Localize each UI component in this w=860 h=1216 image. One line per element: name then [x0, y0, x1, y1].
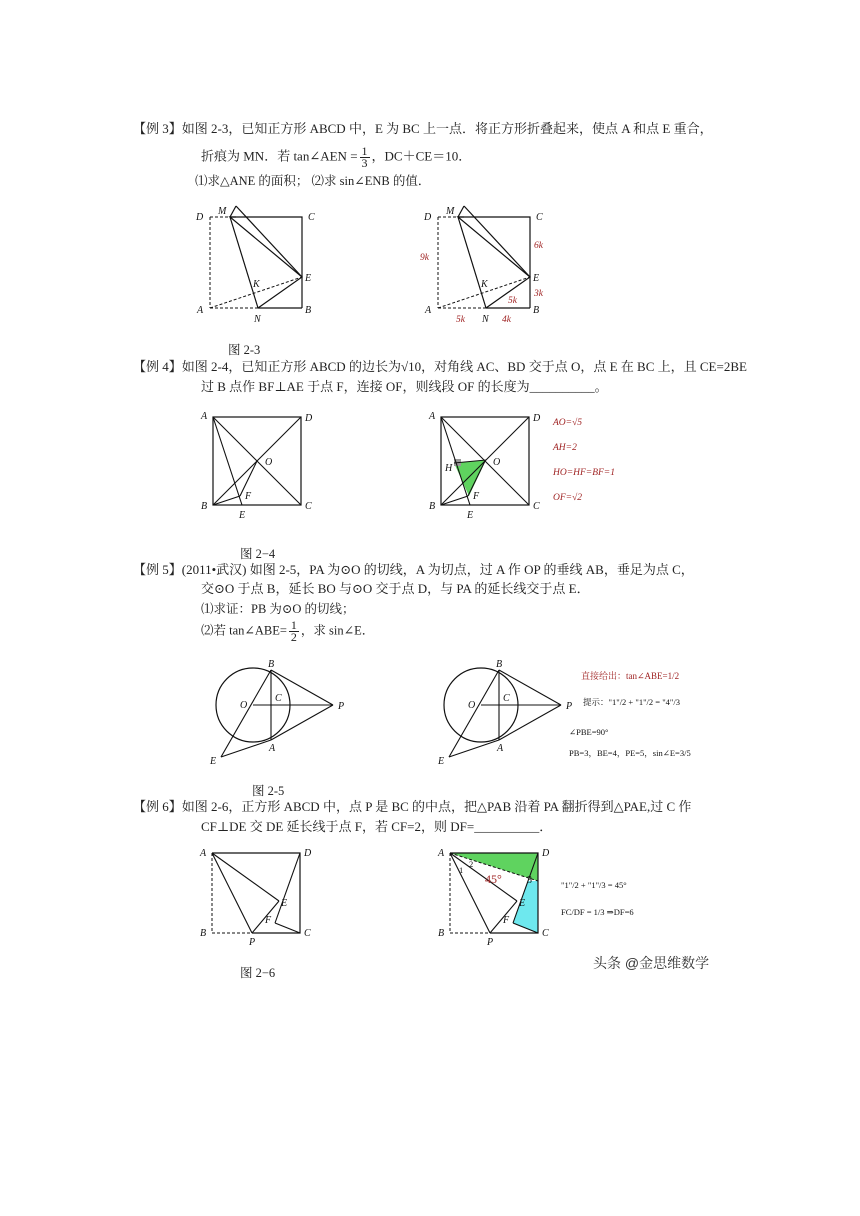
ex6-line2: CF⊥DE 交 DE 延长线于点 F，若 CF=2，则 DF=__________．: [201, 819, 553, 834]
ex6-l-label-C: C: [304, 928, 311, 939]
ex4-line1: 【例 4】如图 2-4，已知正方形 ABCD 的边长为√10，对角线 AC、BD 交于点 O，点 E 在 BC 上，且 CE=2BE: [133, 359, 747, 374]
ex5-hint-angle: ∠PBE=90°: [569, 727, 609, 737]
ex3-frac-num: 1: [361, 144, 368, 158]
ex3-r-label-K: K: [481, 279, 488, 290]
ex6-r-num-2: 2: [469, 859, 474, 869]
ex6-l-label-A: A: [200, 848, 207, 859]
ex3-l-label-C: C: [308, 212, 315, 223]
ex3-r-label-C: C: [536, 212, 543, 223]
ex3-r-note-5k-bottom: 5k: [456, 315, 465, 325]
ex3-frac-den: 3: [361, 156, 368, 170]
ex3-r-note-3k: 3k: [534, 289, 543, 299]
ex3-line1: 【例 3】如图 2-3，已知正方形 ABCD 中，E 为 BC 上一点．将正方形折叠起来，使点 A 和点 E 重合，: [133, 121, 713, 136]
ex5-hint-result: PB=3，BE=4，PE=5，sin∠E=3/5: [569, 748, 691, 758]
ex4-caption: 图 2−4: [240, 547, 276, 561]
ex3-line2: [201, 146, 471, 169]
ex6-l-label-E: E: [281, 898, 288, 909]
ex3-l-label-M: M: [218, 206, 227, 217]
ex5-l-label-C: C: [275, 693, 282, 704]
ex6-r-label-D: D: [542, 848, 550, 859]
ex4-note-HO: HO=HF=BF=1: [553, 468, 615, 478]
ex6-r-label-F: F: [503, 915, 510, 926]
ex5-l-label-E: E: [210, 756, 217, 767]
ex3-line3: ⑴求△ANE 的面积； ⑵求 sin∠ENB 的值．: [195, 174, 431, 188]
ex5-hint-tip: 提示："1"/2 + "1"/2 = "4"/3: [583, 697, 680, 707]
ex5-l-label-B: B: [268, 659, 275, 670]
ex6-figure-right: [433, 843, 633, 948]
ex4-r-label-D: D: [533, 413, 541, 424]
ex3-r-label-D: D: [424, 212, 432, 223]
ex5-figure-left: [205, 655, 355, 770]
ex4-note-AO: AO=√5: [553, 418, 583, 428]
ex4-r-label-H: H: [445, 463, 453, 474]
ex5-line4-post: ，求 sin∠E．: [300, 623, 375, 638]
ex3-figure-left: [190, 200, 320, 330]
ex5-r-label-E: E: [438, 756, 445, 767]
ex6-l-label-B: B: [200, 928, 207, 939]
ex6-r-num-3: 3: [527, 875, 532, 886]
ex6-l-label-F: F: [265, 915, 272, 926]
ex5-line3: ⑴求证：PB 为⊙O 的切线；: [201, 602, 355, 616]
ex6-r-label-E: E: [519, 898, 526, 909]
ex5-l-label-P: P: [338, 701, 345, 712]
ex6-r-angle-45: 45°: [485, 872, 502, 886]
ex5-r-label-A: A: [497, 743, 504, 754]
ex4-l-label-B: B: [201, 501, 208, 512]
ex4-r-label-F: F: [473, 491, 480, 502]
ex3-l-label-D: D: [196, 212, 204, 223]
ex3-figure-right: [418, 200, 558, 330]
ex5-figure-right: [433, 655, 733, 770]
ex5-r-label-P: P: [566, 701, 573, 712]
ex4-r-label-E: E: [467, 510, 474, 521]
ex6-caption: 图 2−6: [240, 966, 276, 980]
ex6-hint-sum: "1"/2 + "1"/3 = 45°: [561, 880, 627, 890]
ex3-r-note-4k: 4k: [502, 315, 511, 325]
ex5-hint-direct: 直接给出：tan∠ABE=1/2: [581, 671, 680, 681]
ex6-l-label-D: D: [304, 848, 312, 859]
ex5-line1: 【例 5】(2011•武汉) 如图 2-5，PA 为⊙O 的切线，A 为切点，过 A 作 OP 的垂线 AB，垂足为点 C，: [133, 562, 694, 577]
ex3-r-note-9k: 9k: [420, 253, 429, 263]
ex4-l-label-A: A: [201, 411, 208, 422]
ex3-r-label-M: M: [446, 206, 455, 217]
ex6-r-label-A: A: [438, 848, 445, 859]
ex5-line2: 交⊙O 于点 B，延长 BO 与⊙O 交于点 D，与 PA 的延长线交于点 E．: [201, 581, 590, 596]
ex5-fraction: [289, 620, 299, 643]
ex4-l-label-F: F: [245, 491, 252, 502]
ex3-l-label-A: A: [197, 305, 204, 316]
ex6-figure-left: [195, 843, 325, 948]
ex3-r-note-5k-side: 5k: [508, 296, 517, 306]
ex3-l-label-K: K: [253, 279, 260, 290]
ex3-caption: 图 2-3: [228, 343, 261, 357]
ex4-l-label-D: D: [305, 413, 313, 424]
ex5-frac-num: 1: [290, 618, 297, 632]
ex4-l-label-C: C: [305, 501, 312, 512]
ex3-l-label-E: E: [305, 273, 312, 284]
ex5-r-label-B: B: [496, 659, 503, 670]
ex4-figure-left: [195, 405, 325, 520]
ex5-caption: 图 2-5: [252, 784, 285, 798]
ex3-r-label-A: A: [425, 305, 432, 316]
ex5-l-label-O: O: [240, 700, 248, 711]
ex3-r-label-E: E: [533, 273, 540, 284]
ex6-r-num-1: 1: [459, 865, 464, 875]
ex3-line2-post: ，DC＋CE＝10．: [371, 148, 472, 164]
ex4-l-label-E: E: [239, 510, 246, 521]
ex6-r-label-P: P: [487, 937, 494, 948]
ex3-l-label-N: N: [254, 314, 261, 325]
ex6-l-label-P: P: [249, 937, 256, 948]
ex5-frac-den: 2: [290, 630, 297, 644]
ex3-l-label-B: B: [305, 305, 312, 316]
watermark: 头条 @金思维数学: [593, 955, 710, 971]
ex3-r-note-6k: 6k: [534, 241, 543, 251]
ex4-r-label-A: A: [429, 411, 436, 422]
ex6-r-label-B: B: [438, 928, 445, 939]
ex4-note-AH: AH=2: [553, 443, 577, 453]
ex4-line2: 过 B 点作 BF⊥AE 于点 F，连接 OF，则线段 OF 的长度为__________。: [201, 379, 608, 394]
ex5-line4-pre: ⑵若 tan∠ABE=: [201, 623, 287, 638]
ex6-hint-ratio: FC/DF = 1/3 ⇒DF=6: [561, 907, 634, 917]
ex3-r-label-N: N: [482, 314, 489, 325]
ex6-line1: 【例 6】如图 2-6，正方形 ABCD 中，点 P 是 BC 的中点，把△PAB 沿着 PA 翻折得到△PAE,过 C 作: [133, 799, 692, 814]
ex4-note-OF: OF=√2: [553, 493, 583, 503]
ex4-l-label-O: O: [265, 457, 273, 468]
ex5-r-label-C: C: [503, 693, 510, 704]
ex5-l-label-A: A: [269, 743, 276, 754]
ex6-r-label-C: C: [542, 928, 549, 939]
ex3-fraction: [360, 146, 370, 169]
ex3-r-label-B: B: [533, 305, 540, 316]
ex4-figure-right: [423, 405, 633, 520]
ex4-r-label-O: O: [493, 457, 501, 468]
ex5-line4: [201, 620, 374, 643]
ex5-r-label-O: O: [468, 700, 476, 711]
ex3-line2-pre: 折痕为 MN．若 tan∠AEN =: [201, 148, 358, 164]
ex4-r-label-B: B: [429, 501, 436, 512]
ex4-r-label-C: C: [533, 501, 540, 512]
